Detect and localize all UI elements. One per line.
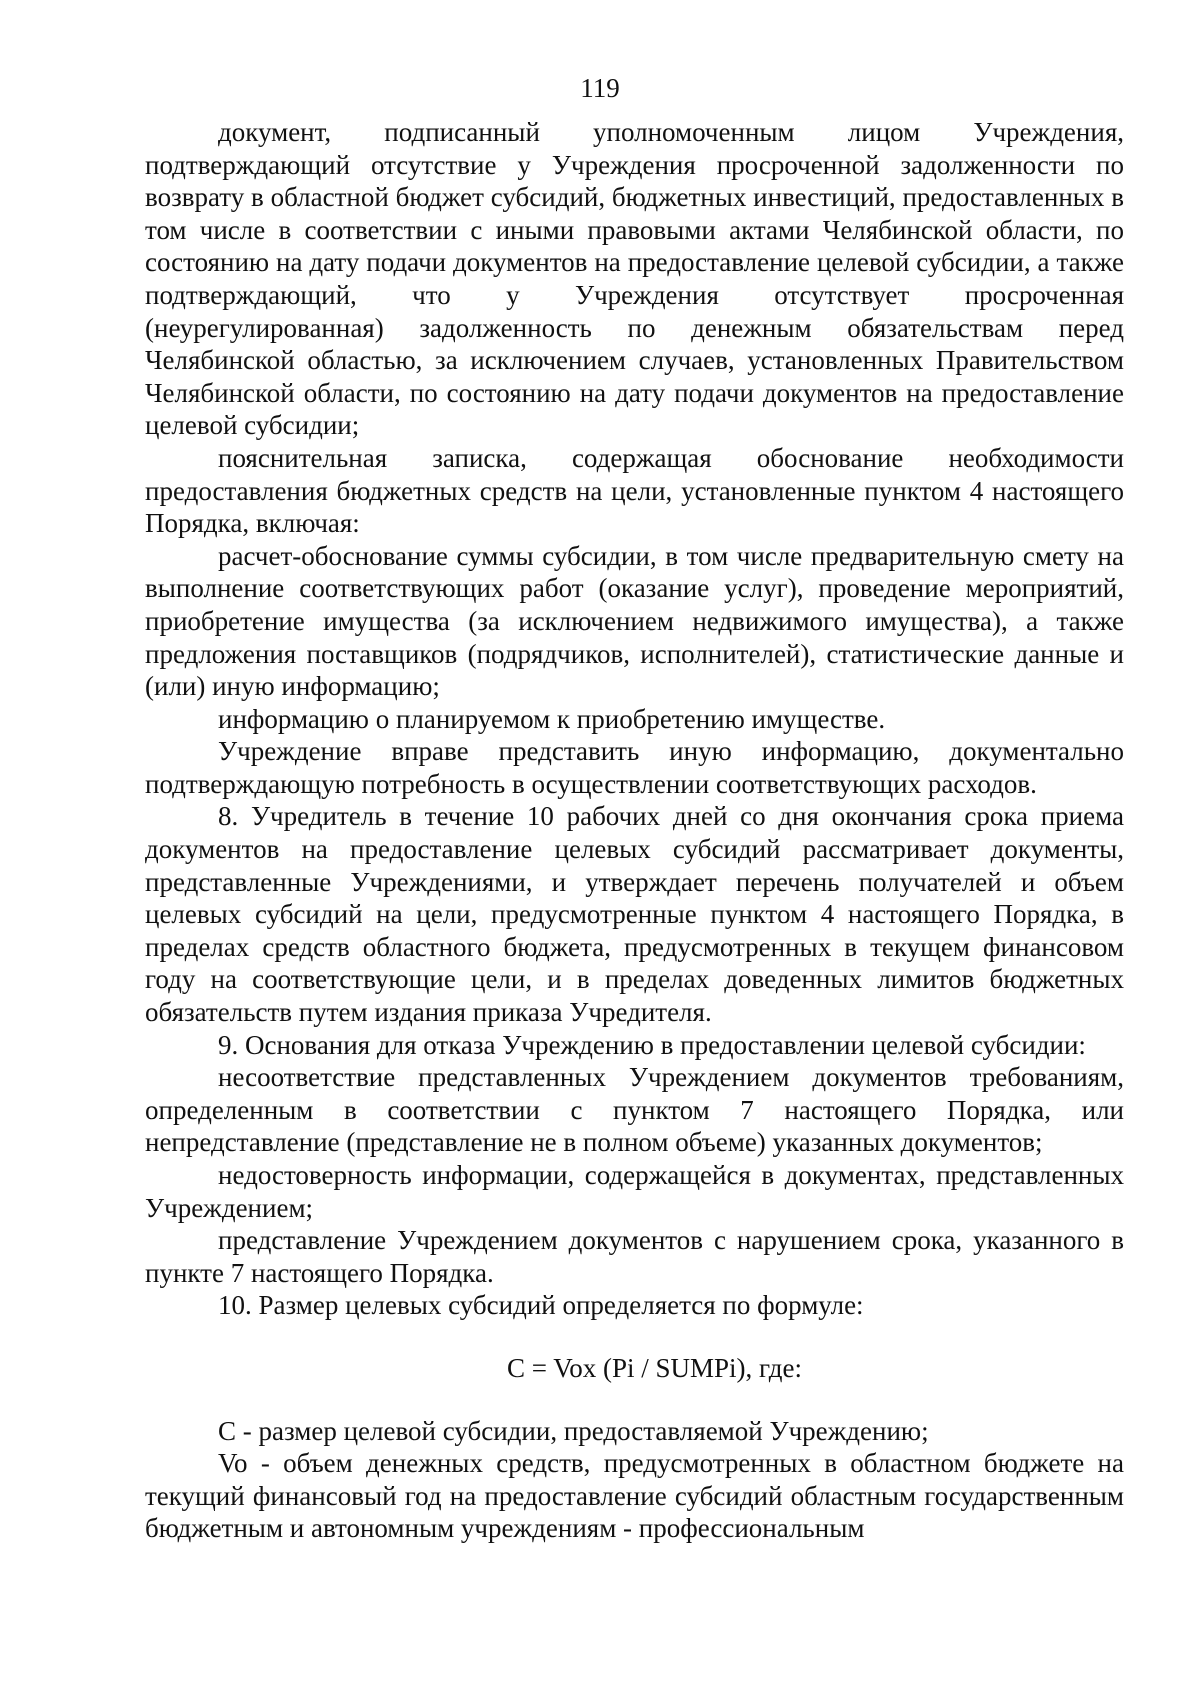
paragraph-item-8: 8. Учредитель в течение 10 рабочих дней со дня окончания срока приема документов на предоставление целевых субсидий рассматривает документы, представленные Учреждениями, и утверждает перечень получателей и объем целевых субсидий на цели, предусмотренные пунктом 4 настоящего Порядка, в пределах средств областного бюджета, предусмотренных в текущем финансовом году на соответствующие цели, и в пределах доведенных лимитов бюджетных обязательств путем издания приказа Учредителя. bbox=[145, 801, 1124, 1028]
paragraph-refusal-unreliable: недостоверность информации, содержащейся в документах, представленных Учреждением; bbox=[145, 1160, 1124, 1223]
paragraph-property-info: информацию о планируемом к приобретению имуществе. bbox=[218, 703, 886, 734]
paragraph-other-info: Учреждение вправе представить иную информацию, документально подтверждающую потребность в осуществлении соответствующих расходов. bbox=[145, 736, 1124, 799]
page-number: 119 bbox=[580, 73, 620, 103]
paragraph-item-9: 9. Основания для отказа Учреждению в предоставлении целевой субсидии: bbox=[218, 1029, 1086, 1060]
document-body bbox=[145, 116, 1124, 1545]
subsidy-formula: C = Vox (Pi / SUMPi), где: bbox=[506, 1352, 802, 1383]
paragraph-definition-vo: Vo - объем денежных средств, предусмотренных в областном бюджете на текущий финансовый год на предоставление субсидий областным государственным бюджетным и автономным учреждениям - профессиональным bbox=[145, 1448, 1124, 1544]
paragraph-debt-confirmation: документ, подписанный уполномоченным лицом Учреждения, подтверждающий отсутствие у Учреждения просроченной задолженности по возврату в областной бюджет субсидий, бюджетных инвестиций, предоставленных в том числе в соответствии с иными правовыми актами Челябинской области, по состоянию на дату подачи документов на предоставление целевой субсидии, а также подтверждающий, что у Учреждения отсутствует просроченная (неурегулированная) задолженность по денежным обязательствам перед Челябинской областью, за исключением случаев, установленных Правительством Челябинской области, по состоянию на дату подачи документов на предоставление целевой субсидии; bbox=[145, 117, 1124, 441]
paragraph-explanatory-note: пояснительная записка, содержащая обоснование необходимости предоставления бюджетных средств на цели, установленные пунктом 4 настоящего Порядка, включая: bbox=[145, 442, 1124, 539]
paragraph-refusal-mismatch: несоответствие представленных Учреждением документов требованиям, определенным в соответствии с пунктом 7 настоящего Порядка, или непредставление (представление не в полном объеме) указанных документов; bbox=[145, 1062, 1124, 1158]
paragraph-calculation: расчет-обоснование суммы субсидии, в том числе предварительную смету на выполнение соответствующих работ (оказание услуг), проведение мероприятий, приобретение имущества (за исключением недвижимого имущества), а также предложения поставщиков (подрядчиков, исполнителей), статистические данные и (или) иную информацию; bbox=[145, 540, 1124, 702]
paragraph-item-10: 10. Размер целевых субсидий определяется по формуле: bbox=[218, 1290, 864, 1321]
paragraph-refusal-deadline: представление Учреждением документов с нарушением срока, указанного в пункте 7 настоящего Порядка. bbox=[145, 1225, 1124, 1288]
paragraph-definition-c: C - размер целевой субсидии, предоставляемой Учреждению; bbox=[218, 1415, 929, 1446]
